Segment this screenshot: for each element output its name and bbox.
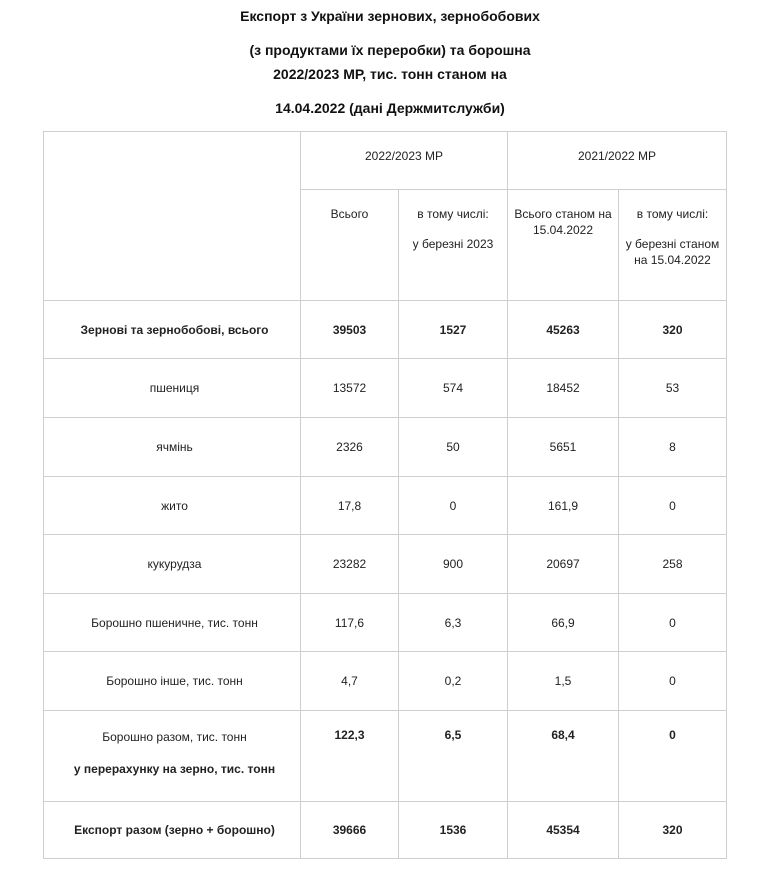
cell-a-march: 0,2 xyxy=(399,652,508,711)
title-line-4: 14.04.2022 (дані Держмитслужби) xyxy=(275,100,505,116)
title-line-1: Експорт з України зернових, зернобобових xyxy=(240,8,540,24)
cell-b-march: 0 xyxy=(619,477,727,535)
cell-a-total: 122,3 xyxy=(301,711,399,802)
cell-b-march: 8 xyxy=(619,418,727,477)
cell-b-total: 1,5 xyxy=(508,652,619,711)
col-a-march-header: в тому числі: у березні 2023 xyxy=(399,190,508,301)
row-label: Борошно пшеничне, тис. тонн xyxy=(44,594,301,652)
cell-b-march: 0 xyxy=(619,652,727,711)
cell-b-total: 18452 xyxy=(508,359,619,418)
title-line-3: 2022/2023 МР, тис. тонн станом на xyxy=(273,66,507,82)
cell-b-march: 320 xyxy=(619,301,727,359)
cell-b-march: 53 xyxy=(619,359,727,418)
table-row xyxy=(44,418,727,477)
season-a-header: 2022/2023 МР xyxy=(301,132,508,190)
cell-a-march: 574 xyxy=(399,359,508,418)
table-row xyxy=(44,594,727,652)
season-b-header: 2021/2022 МР xyxy=(508,132,727,190)
cell-b-total: 20697 xyxy=(508,535,619,594)
cell-a-march: 0 xyxy=(399,477,508,535)
table-row xyxy=(44,301,727,359)
cell-b-total: 45354 xyxy=(508,802,619,859)
cell-a-march: 6,3 xyxy=(399,594,508,652)
col-b-march-header: в тому числі: у березні станом на 15.04.2022 xyxy=(619,190,727,301)
row-label: жито xyxy=(44,477,301,535)
col-a-total-header: Всього xyxy=(301,190,399,301)
cell-a-march: 900 xyxy=(399,535,508,594)
cell-a-march: 1536 xyxy=(399,802,508,859)
row-label: ячмінь xyxy=(44,418,301,477)
cell-a-total: 39666 xyxy=(301,802,399,859)
cell-a-total: 4,7 xyxy=(301,652,399,711)
cell-b-march: 0 xyxy=(619,711,727,802)
cell-a-total: 39503 xyxy=(301,301,399,359)
row-label: Зернові та зернобобові, всього xyxy=(44,301,301,359)
table-row xyxy=(44,711,727,802)
cell-a-total: 23282 xyxy=(301,535,399,594)
cell-a-march: 50 xyxy=(399,418,508,477)
cell-b-march: 0 xyxy=(619,594,727,652)
table-row xyxy=(44,477,727,535)
row-label: Борошно разом, тис. тонн у перерахунку на зерно, тис. тонн xyxy=(44,711,301,802)
row-label: Експорт разом (зерно + борошно) xyxy=(44,802,301,859)
export-table xyxy=(43,131,727,859)
cell-a-total: 13572 xyxy=(301,359,399,418)
title-line-2: (з продуктами їх переробки) та борошна xyxy=(249,42,531,58)
row-label: кукурудза xyxy=(44,535,301,594)
cell-a-total: 2326 xyxy=(301,418,399,477)
table-row xyxy=(44,535,727,594)
cell-b-march: 258 xyxy=(619,535,727,594)
cell-b-total: 66,9 xyxy=(508,594,619,652)
cell-a-total: 117,6 xyxy=(301,594,399,652)
cell-a-total: 17,8 xyxy=(301,477,399,535)
table-row xyxy=(44,652,727,711)
col-b-total-header: Всього станом на 15.04.2022 xyxy=(508,190,619,301)
row-label: Борошно інше, тис. тонн xyxy=(44,652,301,711)
header-empty-cell xyxy=(44,132,301,301)
cell-b-total: 161,9 xyxy=(508,477,619,535)
cell-b-total: 68,4 xyxy=(508,711,619,802)
cell-b-total: 5651 xyxy=(508,418,619,477)
table-row xyxy=(44,359,727,418)
cell-a-march: 1527 xyxy=(399,301,508,359)
table-row xyxy=(44,802,727,859)
row-label: пшениця xyxy=(44,359,301,418)
table-header-row xyxy=(44,132,727,190)
cell-a-march: 6,5 xyxy=(399,711,508,802)
cell-b-total: 45263 xyxy=(508,301,619,359)
cell-b-march: 320 xyxy=(619,802,727,859)
